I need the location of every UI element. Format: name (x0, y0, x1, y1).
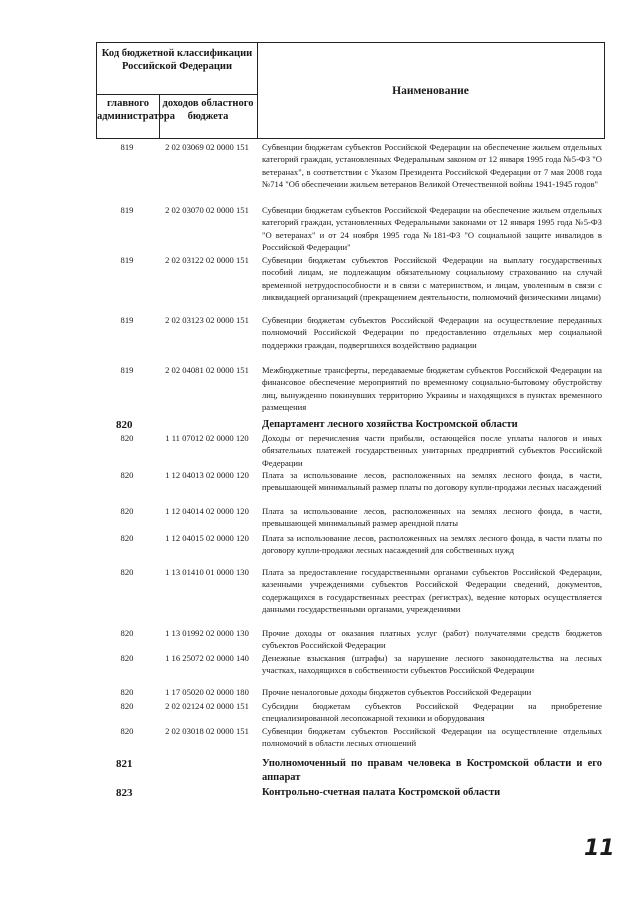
row-admin-code: 819 (120, 255, 134, 265)
row-name: Доходы от перечисления части прибыли, остающейся после уплаты налогов и иных обязательных платежей государственных унитарных предприятий субъектов Российской Федерации (262, 433, 602, 468)
row-admin-code: 820 (120, 726, 134, 736)
row-budget-code: 2 02 03123 02 0000 151 (165, 315, 249, 325)
row-budget-code: 2 02 02124 02 0000 151 (165, 701, 249, 711)
row-name: Субвенции бюджетам субъектов Российской Федерации на осуществление отдельных полномочий в области лесных отношений (262, 726, 602, 749)
row-admin-code: 820 (120, 433, 134, 443)
row-name: Субвенции бюджетам субъектов Российской Федерации на выплату государственных пособий лицам, не подлежащим обязательному социальному страхованию на случай временной нетрудоспособности и в связи с материнством, и лицам, уволенным в связи с ликвидацией организаций (прекращением деятельности, полномочий физическими лицами) (262, 255, 602, 303)
row-budget-code: 1 13 01992 02 0000 130 (165, 628, 249, 638)
table-header (96, 42, 605, 139)
row-name: Прочие доходы от оказания платных услуг (работ) получателями средств бюджетов субъектов Российской Федерации (262, 628, 602, 651)
row-admin-code: 823 (116, 787, 133, 799)
row-name: Субвенции бюджетам субъектов Российской Федерации на обеспечение жильем отдельных категорий граждан, установленных Федеральными законами от 12 января 1995 года №5-ФЗ "О ветеранах" и от 24 ноября 1995 года №181-ФЗ "О социальной защите инвалидов в Российской Федерации" (262, 205, 602, 253)
row-admin-code: 819 (120, 365, 134, 375)
row-name: Субсидии бюджетам субъектов Российской Федерации на приобретение специализированной лесопожарной техники и оборудования (262, 701, 602, 724)
row-admin-code: 820 (120, 567, 134, 577)
row-admin-code: 820 (120, 533, 134, 543)
row-budget-code: 2 02 03069 02 0000 151 (165, 142, 249, 152)
row-name: Прочие неналоговые доходы бюджетов субъектов Российской Федерации (262, 687, 532, 697)
row-budget-code: 1 13 01410 01 0000 130 (165, 567, 249, 577)
header-admin: главного администратора (97, 98, 175, 122)
page-number: 11 (584, 836, 615, 861)
row-admin-code: 820 (120, 506, 134, 516)
row-budget-code: 1 12 04014 02 0000 120 (165, 506, 249, 516)
header-code-group: Код бюджетной классификации Российской Федерации (101, 48, 253, 72)
row-name: Субвенции бюджетам субъектов Российской Федерации на осуществление переданных полномочий Российской Федерации по предоставлению отдельных мер социальной поддержки граждан, подвергшихся воздействию радиации (262, 315, 602, 350)
row-budget-code: 2 02 03070 02 0000 151 (165, 205, 249, 215)
row-admin-code: 820 (120, 653, 134, 663)
row-admin-code: 820 (120, 470, 134, 480)
row-admin-code: 819 (120, 315, 134, 325)
row-name: Субвенции бюджетам субъектов Российской Федерации на обеспечение жильем отдельных категорий граждан, установленных Федеральным законом от 12 января 1995 года №5-ФЗ "О ветеранах", в соответствии с Указом Президента Российской Федерации от 7 мая 2008 года №714 "Об обеспечении жильем ветеранов Великой Отечественной войны 1941-1945 годов" (262, 142, 602, 190)
row-budget-code: 1 17 05020 02 0000 180 (165, 687, 249, 697)
row-budget-code: 2 02 03122 02 0000 151 (165, 255, 249, 265)
header-revenue: доходов областного бюджета (162, 98, 254, 122)
department-name: Уполномоченный по правам человека в Костромской области и его аппарат (262, 758, 602, 783)
row-admin-code: 820 (116, 419, 133, 431)
row-budget-code: 2 02 03018 02 0000 151 (165, 726, 249, 736)
row-budget-code: 1 12 04015 02 0000 120 (165, 533, 249, 543)
row-admin-code: 819 (120, 205, 134, 215)
row-budget-code: 2 02 04081 02 0000 151 (165, 365, 249, 375)
row-budget-code: 1 11 07012 02 0000 120 (165, 433, 249, 443)
row-admin-code: 820 (120, 687, 134, 697)
row-admin-code: 819 (120, 142, 134, 152)
row-admin-code: 820 (120, 701, 134, 711)
department-name: Контрольно-счетная палата Костромской области (262, 787, 501, 798)
row-admin-code: 820 (120, 628, 134, 638)
row-admin-code: 821 (116, 758, 133, 770)
row-name: Межбюджетные трансферты, передаваемые бюджетам субъектов Российской Федерации на финансовое обеспечение мероприятий по временному социально-бытовому обустройству лиц, вынужденно покинувших территорию Украины и находящихся в пунктах временного размещения (262, 365, 602, 413)
row-name: Плата за использование лесов, расположенных на землях лесного фонда, в части, превышающей минимальный размер арендной платы (262, 506, 602, 529)
header-name: Наименование (392, 85, 469, 97)
row-budget-code: 1 16 25072 02 0000 140 (165, 653, 249, 663)
row-name: Денежные взыскания (штрафы) за нарушение лесного законодательства на лесных участках, находящихся в собственности субъектов Российской Федерации (262, 653, 602, 676)
department-name: Департамент лесного хозяйства Костромской области (262, 419, 518, 430)
row-name: Плата за использование лесов, расположенных на землях лесного фонда, в части платы по договору купли-продажи лесных насаждений для собственных нужд (262, 533, 602, 556)
row-name: Плата за использование лесов, расположенных на землях лесного фонда, в части, превышающей минимальный размер платы по договору купли-продажи лесных насаждений (262, 470, 602, 493)
row-name: Плата за предоставление государственными органами субъектов Российской Федерации, казенными учреждениями субъектов Российской Федерации сведений, документов, содержащихся в государственных реестрах (регистрах), ведение которых осуществляется данными государственными органами, учреждениями (262, 567, 602, 615)
row-budget-code: 1 12 04013 02 0000 120 (165, 470, 249, 480)
